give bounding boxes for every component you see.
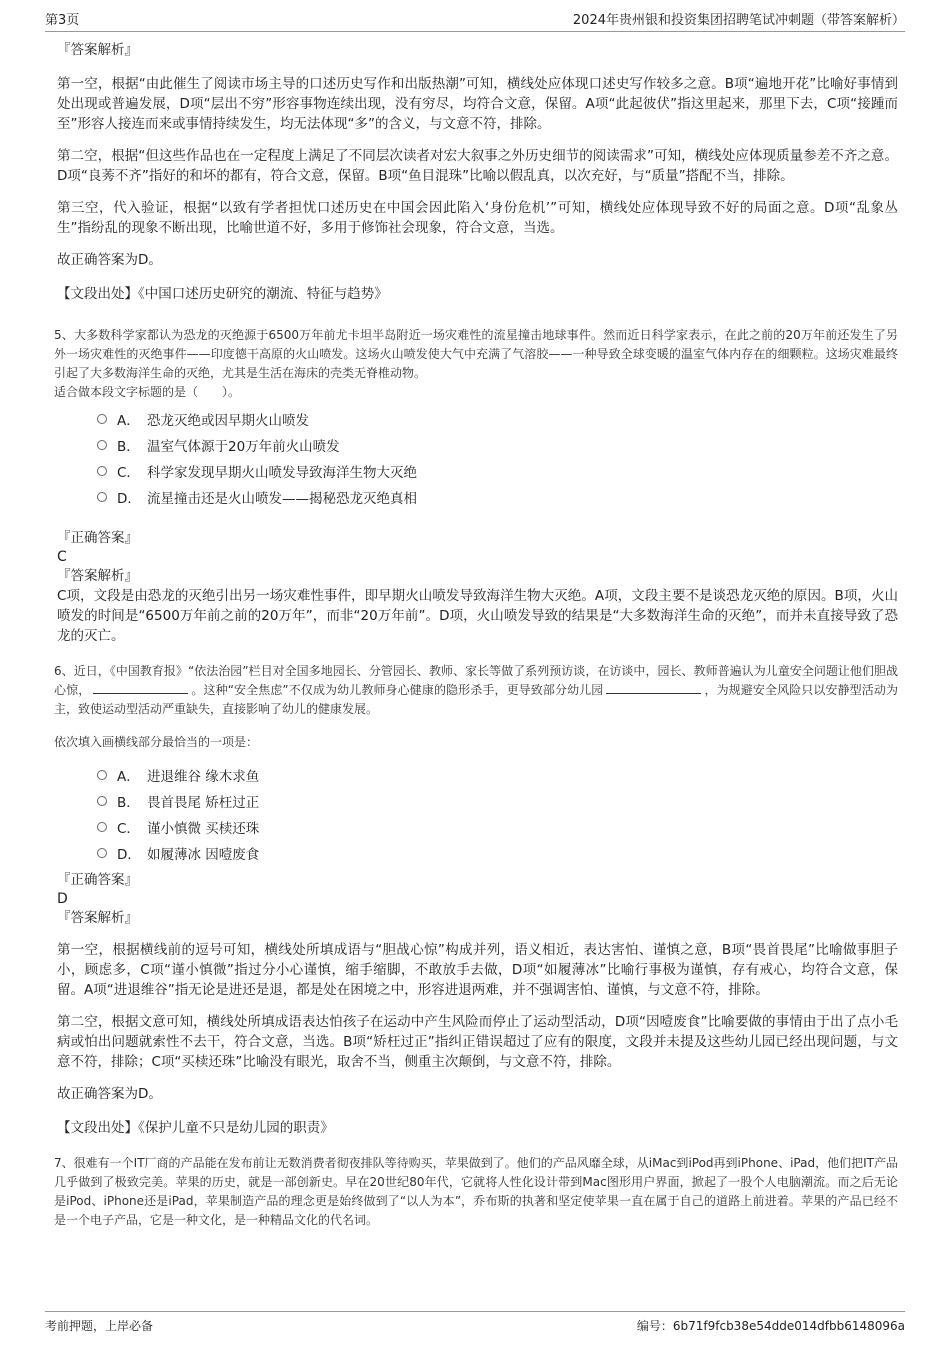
radio-icon[interactable] — [97, 848, 107, 858]
page-number: 第3页 — [45, 13, 80, 28]
radio-icon[interactable] — [97, 796, 107, 806]
q4-analysis-para-1: 第一空，根据“由此催生了阅读市场主导的口述历史写作和出版热潮”可知，横线处应体现口述史写作较多之意。B项“遍地开花”比喻好事情到处出现或普遍发展，D项“层出不穷”形容事物连续出现，没有穷尽，均符合文意，保留。A项“此起彼伏”指这里起来，那里下去，C项“接踵而至”形容人接连而来或事情持续发生，均无法体现“多”的含义，与文意不符，排除。 — [57, 76, 898, 132]
q5-analysis-tag: 『答案解析』 — [57, 568, 138, 584]
document-code: 编号：6b71f9fcb38e54dde014dfbb6148096a — [636, 1319, 905, 1333]
q6-option-c[interactable]: C． 谨小慎微 买椟还珠 — [97, 814, 898, 840]
q5-answer: C — [57, 549, 67, 565]
q6-analysis-tag: 『答案解析』 — [57, 910, 138, 926]
radio-icon[interactable] — [97, 822, 107, 832]
q5-answer-tag: 『正确答案』 — [57, 530, 138, 546]
q4-analysis-para-2: 第二空，根据“但这些作品也在一定程度上满足了不同层次读者对宏大叙事之外历史细节的阅读需求”可知，横线处应体现质量参差不齐之意。D项“良莠不齐”指好的和坏的都有，符合文意，保留。B项“鱼目混珠”比喻以假乱真，以次充好，与“质量”搭配不当，排除。 — [57, 148, 898, 184]
q5-options — [57, 406, 898, 510]
q6-source: 【文段出处】《保护儿童不只是幼儿园的职责》 — [57, 1120, 334, 1136]
q6-option-b[interactable]: B． 畏首畏尾 矫枉过正 — [97, 788, 898, 814]
q4-conclusion: 故正确答案为D。 — [57, 252, 162, 268]
q5-stem: 5、大多数科学家都认为恐龙的灭绝源于6500万年前尤卡坦半岛附近一场灾难性的流星撞击地球事件。然而近日科学家表示，在此之前的20万年前还发生了另外一场灾难性的灭绝事件——印度德干高原的火山喷发。这场火山喷发使大气中充满了气溶胶——一种导致全球变暖的温室气体内存在的细颗粒。这场灾难最终引起了大多数海洋生命的灭绝，尤其是生活在海床的壳类无脊椎动物。 — [54, 328, 898, 380]
q5-option-a[interactable]: A． 恐龙灭绝或因早期火山喷发 — [97, 406, 898, 432]
fill-blank-1 — [93, 682, 188, 694]
q6-options — [57, 762, 898, 866]
q5-prompt: 适合做本段文字标题的是（ ）。 — [54, 385, 241, 399]
radio-icon[interactable] — [97, 466, 107, 476]
q6-answer: D — [57, 891, 68, 907]
q6-analysis-para-1: 第一空，根据横线前的逗号可知，横线处所填成语与“胆战心惊”构成并列，语义相近，表达害怕、谨慎之意，B项“畏首畏尾”比喻做事胆子小，顾虑多，C项“谨小慎微”指过分小心谨慎，缩手缩脚，不敢放手去做，D项“如履薄冰”比喻行事极为谨慎，存有戒心，均符合文意，保留。A项“进退维谷”指无论是进还是退，都是处在困境之中，形容进退两难，并不强调害怕、谨慎，与文意不符，排除。 — [57, 942, 898, 998]
q5-option-d[interactable]: D． 流星撞击还是火山喷发——揭秘恐龙灭绝真相 — [97, 484, 898, 510]
q6-answer-tag: 『正确答案』 — [57, 872, 138, 888]
q4-analysis-tag: 『答案解析』 — [57, 42, 138, 58]
q5-option-c[interactable]: C． 科学家发现早期火山喷发导致海洋生物大灭绝 — [97, 458, 898, 484]
page-content — [54, 40, 898, 1230]
q6-analysis-para-2: 第二空，根据文意可知，横线处所填成语表达怕孩子在运动中产生风险而停止了运动型活动，D项“因噎废食”比喻要做的事情由于出了点小毛病或怕出问题就索性不去干，符合文意，当选。B项“矫枉过正”指纠正错误超过了应有的限度，文段并未提及这些幼儿园已经出现问题，与文意不符，排除；C项“买椟还珠”比喻没有眼光，取舍不当，侧重主次颠倒，与文意不符，排除。 — [57, 1014, 898, 1070]
footer-slogan: 考前押题，上岸必备 — [45, 1319, 154, 1333]
radio-icon[interactable] — [97, 770, 107, 780]
q5-option-b[interactable]: B． 温室气体源于20万年前火山喷发 — [97, 432, 898, 458]
q6-conclusion: 故正确答案为D。 — [57, 1086, 162, 1102]
q6-stem: 6、近日，《中国教育报》“依法治园”栏目对全国多地园长、分管园长、教师、家长等做了系列预访谈，在访谈中，园长、教师普遍认为儿童安全问题让他们胆战心惊， 。这种“安全焦虑”不仅成为幼儿教师身心健康的隐形杀手，更导致部分幼儿园 ，为规避安全风险只以安静型活动为主，致使运动型活动严重缺失，直接影响了幼儿的健康发展。 — [54, 664, 898, 716]
page-header — [45, 10, 905, 32]
q4-source: 【文段出处】《中国口述历史研究的潮流、特征与趋势》 — [57, 286, 388, 302]
q6-option-d[interactable]: D． 如履薄冰 因噎废食 — [97, 840, 898, 866]
q4-analysis-para-3: 第三空，代入验证，根据“以致有学者担忧口述历史在中国会因此陷入‘身份危机’”可知，横线处应体现导致不好的局面之意。D项“乱象丛生”指纷乱的现象不断出现，比喻世道不好，多用于修饰社会现象，符合文意，当选。 — [57, 200, 898, 236]
radio-icon[interactable] — [97, 492, 107, 502]
q6-prompt: 依次填入画横线部分最恰当的一项是： — [54, 735, 259, 749]
q7-stem: 7、很难有一个IT厂商的产品能在发布前让无数消费者彻夜排队等待购买，苹果做到了。他们的产品风靡全球，从iMac到iPod再到iPhone、iPad，他们把IT产品几乎做到了极致完美。苹果的历史，就是一部创新史。早在20世纪80年代，它就将人性化设计带到Mac图形用户界面，掀起了一股个人电脑潮流。而之后无论是iPod、iPhone还是iPad，苹果制造产品的理念更是始终做到了“以人为本”，乔布斯的执著和坚定使苹果一直在属于自己的道路上前进着。苹果的产品已经不是一个电子产品，它是一种文化，是一种精品文化的代名词。 — [54, 1156, 898, 1227]
document-title: 2024年贵州银和投资集团招聘笔试冲刺题（带答案解析） — [572, 13, 905, 28]
fill-blank-2 — [606, 682, 701, 694]
q5-analysis: C项，文段是由恐龙的灭绝引出另一场灾难性事件，即早期火山喷发导致海洋生物大灭绝。A项，文段主要不是谈恐龙灭绝的原因。B项，火山喷发的时间是“6500万年前之前的20万年”，而非“20万年前”。D项，火山喷发导致的结果是“大多数海洋生命的灭绝”，而并未直接导致了恐龙的灭亡。 — [57, 588, 898, 644]
radio-icon[interactable] — [97, 414, 107, 424]
page-footer — [45, 1311, 905, 1335]
q6-option-a[interactable]: A． 进退维谷 缘木求鱼 — [97, 762, 898, 788]
radio-icon[interactable] — [97, 440, 107, 450]
